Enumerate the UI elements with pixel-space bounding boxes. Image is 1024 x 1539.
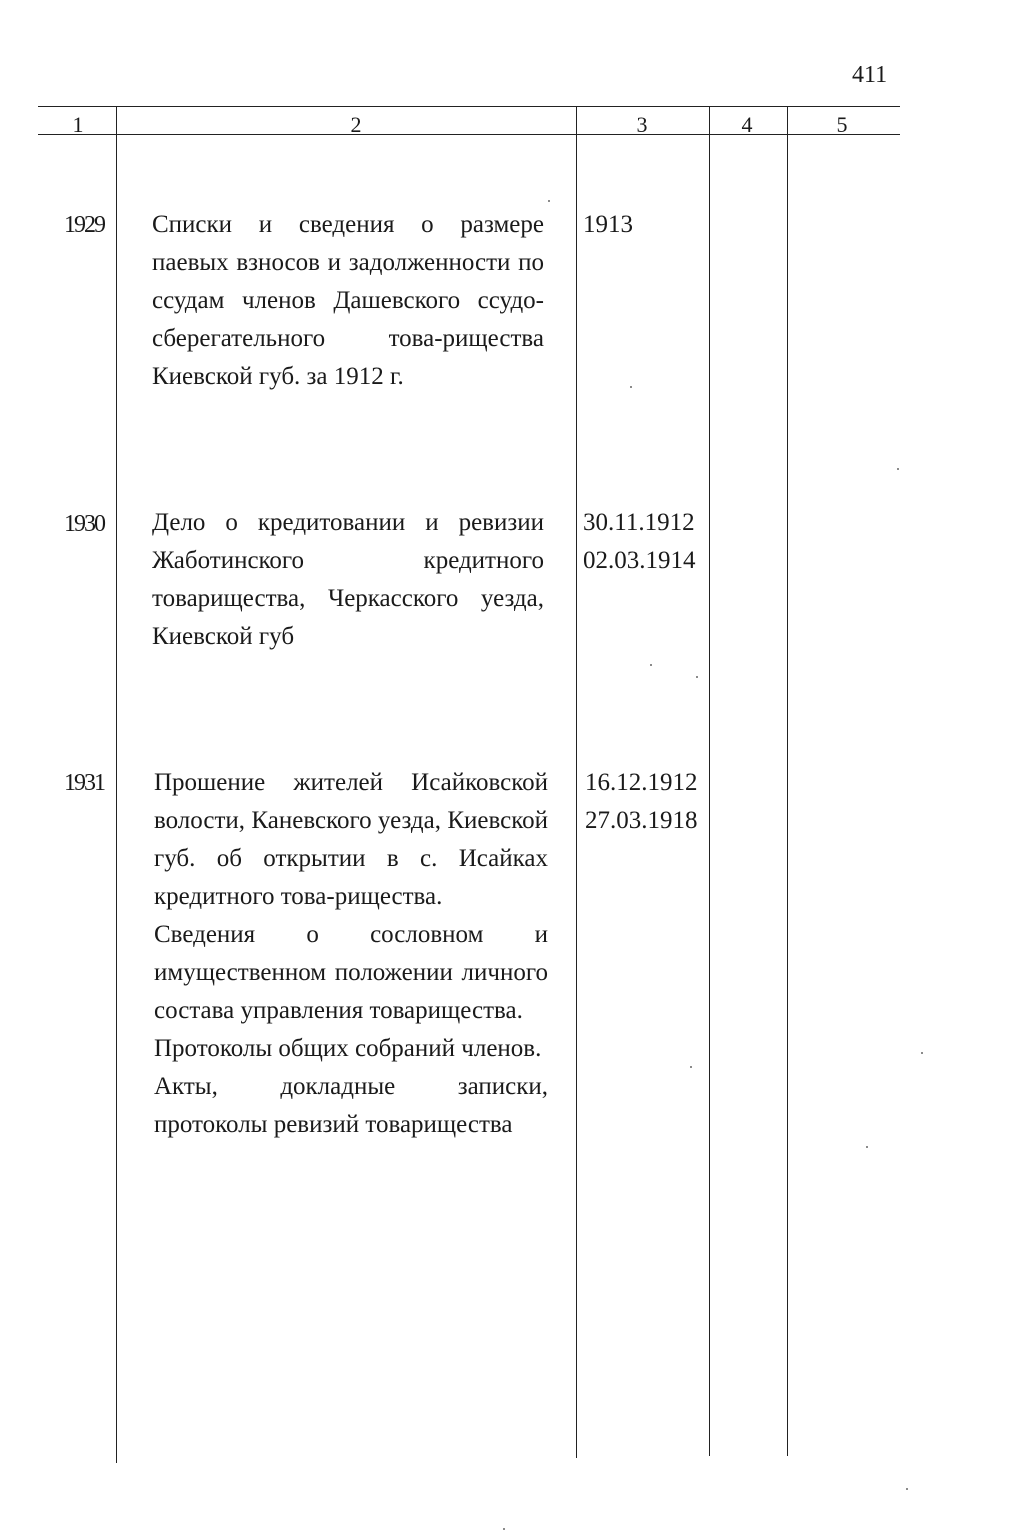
description-paragraph: Сведения о сословном и имущественном положении личного состава управления товарищества. [154, 921, 548, 1024]
scan-speck [866, 1146, 868, 1148]
scan-speck [897, 468, 899, 470]
column-header-3: 3 [636, 112, 648, 137]
description-paragraph: Списки и сведения о размере паевых взносов и задолженности по ссудам членов Дашевского ссудо-сберегательного това-рищества Киевской губ. за 1912 г. [152, 211, 544, 390]
row-description [152, 206, 544, 396]
row-number: 1931 [64, 770, 104, 796]
scan-speck [548, 200, 550, 202]
date-value: 27.03.1918 [585, 807, 698, 834]
column-header-5: 5 [836, 112, 848, 137]
column-header-2: 2 [350, 112, 362, 137]
date-value: 02.03.1914 [583, 547, 696, 574]
scan-speck [690, 1066, 692, 1068]
scan-speck [630, 386, 632, 388]
scan-speck [696, 676, 698, 678]
column-divider-4 [787, 106, 788, 1456]
description-paragraph: Дело о кредитовании и ревизии Жаботинского кредитного товарищества, Черкасского уезда, Киевской губ [152, 509, 544, 650]
row-number: 1930 [64, 511, 104, 537]
table-top-rule [38, 106, 900, 107]
row-description [152, 504, 544, 656]
row-dates [583, 206, 633, 244]
column-divider-3 [709, 106, 710, 1456]
scan-speck [650, 664, 652, 666]
column-divider-1 [116, 106, 117, 1463]
row-number: 1929 [64, 212, 104, 238]
description-paragraph: Акты, докладные записки, протоколы ревизий товарищества [154, 1073, 548, 1138]
date-value: 30.11.1912 [583, 509, 695, 536]
row-dates [583, 504, 696, 580]
column-header-1: 1 [72, 112, 84, 137]
scan-speck [906, 1488, 908, 1490]
row-description [154, 764, 548, 1144]
page-number: 411 [852, 62, 888, 88]
row-dates [585, 764, 698, 840]
description-paragraph: Протоколы общих собраний членов. [154, 1035, 542, 1062]
scan-speck [921, 1052, 923, 1054]
column-divider-2 [576, 106, 577, 1458]
scan-speck [503, 1528, 505, 1530]
column-header-4: 4 [741, 112, 753, 137]
date-value: 1913 [583, 211, 633, 238]
description-paragraph: Прошение жителей Исайковской волости, Каневского уезда, Киевской губ. об открытии в с. Исайках кредитного това-рищества. [154, 769, 548, 910]
date-value: 16.12.1912 [585, 769, 698, 796]
